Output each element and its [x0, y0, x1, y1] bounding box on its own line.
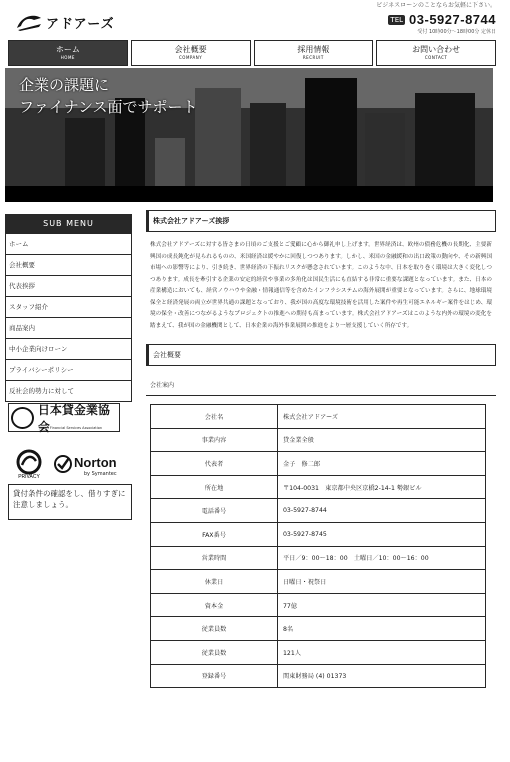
header-tagline: ビジネスローンのことならお気軽に下さい。 [376, 2, 496, 9]
site-logo[interactable] [14, 12, 115, 32]
nav-contact[interactable] [376, 40, 496, 66]
submenu-item[interactable]: 会社概要 [6, 254, 131, 275]
association-seal-icon [11, 407, 34, 429]
nav-home-label: ホーム [55, 45, 80, 54]
row-value: 貸金業全般 [278, 428, 486, 452]
nav-contact-sub: CONTACT [424, 55, 448, 60]
table-row [151, 593, 486, 617]
company-table [150, 404, 486, 688]
row-value: 121人 [278, 640, 486, 664]
logo-mark-icon [14, 12, 44, 32]
row-value: 03-5927-8745 [278, 522, 486, 546]
row-value: 03-5927-8744 [278, 499, 486, 523]
logo-text: アドアーズ [46, 16, 115, 32]
table-row [151, 664, 486, 688]
submenu-item[interactable]: 反社会的勢力に対して [6, 380, 131, 401]
checkmark-icon [54, 455, 72, 473]
table-row [151, 428, 486, 452]
row-value: 平日／9：00〜18：00 土曜日／10：00〜16：00 [278, 546, 486, 570]
row-label: 所在地 [151, 475, 278, 499]
business-hours: 受付 10時00分〜18時00分 定休日 [417, 29, 496, 35]
norton-name: Norton [74, 454, 117, 470]
tel-badge: TEL [390, 15, 404, 24]
nav-home[interactable] [8, 40, 128, 66]
privacy-mark-label: PRIVACY [18, 474, 40, 479]
row-label: 資本金 [151, 593, 278, 617]
association-subtitle: Japan Financial Services Association [39, 426, 103, 430]
row-label: 代表者 [151, 452, 278, 476]
row-label: 従業員数 [151, 617, 278, 641]
norton-badge[interactable] [54, 452, 117, 477]
borrowing-warning: 貸付条件の確認をし、借りすぎに注意しましょう。 [8, 484, 132, 520]
row-label: FAX番号 [151, 522, 278, 546]
security-badges [10, 449, 117, 479]
submenu-item[interactable]: ホーム [6, 233, 131, 254]
row-value: 〒104-0031 東京都中央区京橋2-14-1 勢銀ビル [278, 475, 486, 499]
nav-recruit[interactable] [254, 40, 374, 66]
submenu-item[interactable]: 代表挨拶 [6, 275, 131, 296]
contact-info [388, 12, 496, 35]
company-section-title: 会社概要 [146, 344, 496, 366]
table-row [151, 499, 486, 523]
privacy-mark-icon[interactable] [10, 449, 48, 479]
submenu-item[interactable]: スタッフ紹介 [6, 296, 131, 317]
row-value: 関東財務局 (4) 01373 [278, 664, 486, 688]
row-value: 金子 修二郎 [278, 452, 486, 476]
row-label: 営業時間 [151, 546, 278, 570]
submenu-list [5, 233, 132, 402]
row-value: 8名 [278, 617, 486, 641]
row-label: 電話番号 [151, 499, 278, 523]
hero-headline-2: ファイナンス面でサポート [19, 98, 198, 116]
norton-sub: by Symantec [83, 470, 117, 477]
submenu-item[interactable]: 商品案内 [6, 317, 131, 338]
table-row [151, 546, 486, 570]
row-label: 事業内容 [151, 428, 278, 452]
table-row [151, 475, 486, 499]
table-row [151, 405, 486, 429]
greeting-title: 株式会社アドアーズ挨拶 [146, 210, 496, 232]
row-label: 従業員数 [151, 640, 278, 664]
submenu-item[interactable]: 中小企業向けローン [6, 338, 131, 359]
row-label: 会社名 [151, 405, 278, 429]
nav-company-label: 会社概要 [174, 45, 207, 54]
table-row [151, 522, 486, 546]
submenu-title: SUB MENU [5, 214, 132, 233]
hero-banner [5, 68, 493, 202]
sidebar [5, 214, 132, 402]
row-label: 登録番号 [151, 664, 278, 688]
submenu-item[interactable]: プライバシーポリシー [6, 359, 131, 380]
company-subsection-title: 会社案内 [146, 374, 496, 396]
table-row [151, 617, 486, 641]
nav-recruit-label: 採用情報 [297, 45, 330, 54]
nav-company-sub: COMPANY [179, 55, 203, 60]
table-row [151, 570, 486, 594]
association-name: 日本貸金業協会 [37, 402, 110, 434]
global-nav [8, 40, 496, 66]
table-row [151, 452, 486, 476]
association-banner[interactable] [8, 403, 120, 432]
greeting-message: 株式会社アドアーズに対する皆さまの日頃のご支援とご愛顧に心から御礼申し上げます。世界経済は、欧州の債務危機の長期化、主要新興国の成長鈍化が見られるものの、米国経済は緩やかに回復しつつあります。しかし、米国の金融緩和の出口政策の動向や、その新興国市場への影響等により、引き続き、世界経済の下振れリスクが懸念されています。このような中、日本を取り巻く環境は大きく変化しつつあります。成長を牽引する企業の安定的経営や事業の多角化は国民生活にも直結する非常に重要な課題となっています。また、日本の産業構造においても、経営ノウハウや金融・情報通信等を含めたインフラシステムの海外展開が重要となっています。さらに、地球環境保全と経済発展の両立が世界共通の課題となっており、我が国の高度な環境技術を活用した案件や再生可能エネルギー案件をはじめ、環境の保全・改善につながるようなプロジェクトの推進への期待も高まっています。株式会社アドアーズはこのような内外の環境の変化を踏まえて、我が国の金融機関として、日本企業の海外事業展開の推進をより一層支援していく所存です。 [150, 242, 492, 329]
row-value: 株式会社アドアーズ [278, 405, 486, 429]
hero-headline-1: 企業の課題に [19, 76, 110, 94]
table-row [151, 640, 486, 664]
row-label: 休業日 [151, 570, 278, 594]
row-value: 77億 [278, 593, 486, 617]
nav-company[interactable] [131, 40, 251, 66]
nav-contact-label: お問い合わせ [412, 45, 461, 54]
nav-recruit-sub: RECRUIT [302, 55, 324, 60]
phone-number[interactable]: 03-5927-8744 [409, 12, 496, 27]
nav-home-sub: HOME [60, 55, 75, 60]
main-content [146, 210, 496, 688]
row-value: 日曜日・祝祭日 [278, 570, 486, 594]
